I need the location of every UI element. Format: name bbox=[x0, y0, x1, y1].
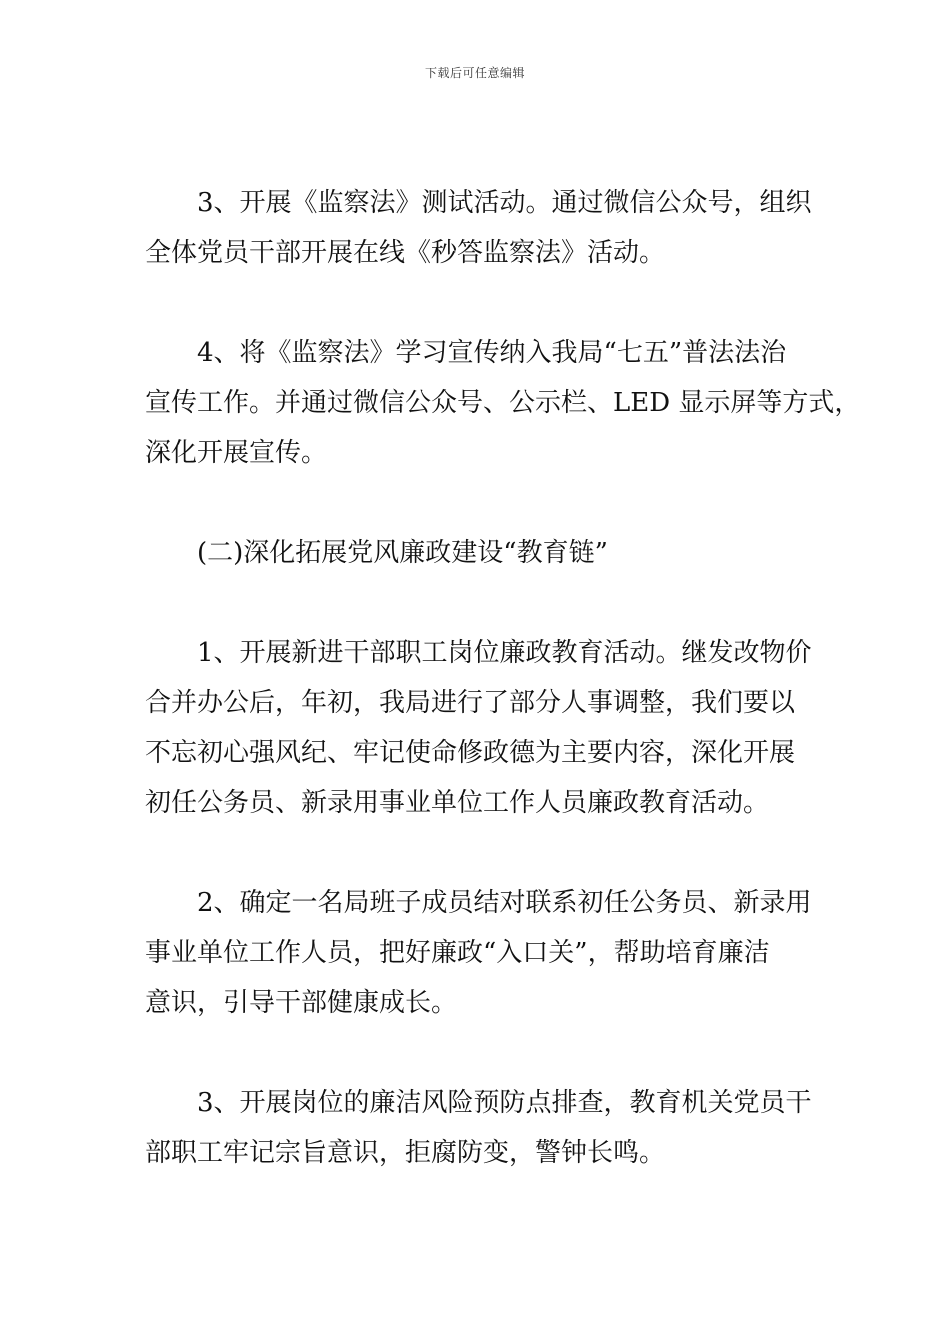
page-header: 下载后可任意编辑 bbox=[424, 66, 525, 80]
paragraph-line: 部职工牢记宗旨意识，拒腐防变，警钟长鸣。 bbox=[145, 1138, 666, 1168]
paragraph-line: (二)深化拓展党风廉政建设“教育链” bbox=[197, 538, 608, 568]
paragraph-line: 深化开展宣传。 bbox=[145, 438, 328, 468]
paragraph-line: 事业单位工作人员，把好廉政“入口关”，帮助培育廉洁 bbox=[145, 938, 770, 968]
paragraph bbox=[145, 878, 835, 1028]
section-heading bbox=[145, 528, 835, 578]
paragraph-line: 宣传工作。并通过微信公众号、公示栏、LED 显示屏等方式， bbox=[145, 388, 861, 418]
paragraph-line: 3、开展《监察法》测试活动。通过微信公众号，组织 bbox=[197, 188, 812, 218]
paragraph-line: 意识，引导干部健康成长。 bbox=[145, 988, 458, 1018]
paragraph bbox=[145, 1078, 835, 1178]
paragraph-line: 3、开展岗位的廉洁风险预防点排查，教育机关党员干 bbox=[197, 1088, 812, 1118]
paragraph-line: 全体党员干部开展在线《秒答监察法》活动。 bbox=[145, 238, 666, 268]
paragraph-line: 2、确定一名局班子成员结对联系初任公务员、新录用 bbox=[197, 888, 812, 918]
paragraph-line: 初任公务员、新录用事业单位工作人员廉政教育活动。 bbox=[145, 788, 770, 818]
paragraph-line: 4、将《监察法》学习宣传纳入我局“七五”普法法治 bbox=[197, 338, 787, 368]
paragraph-line: 1、开展新进干部职工岗位廉政教育活动。继发改物价 bbox=[197, 638, 812, 668]
paragraph bbox=[145, 178, 835, 278]
paragraph-line: 不忘初心强风纪、牢记使命修政德为主要内容，深化开展 bbox=[145, 738, 796, 768]
document-body bbox=[145, 178, 861, 1228]
paragraph bbox=[145, 628, 835, 828]
paragraph-line: 合并办公后，年初，我局进行了部分人事调整，我们要以 bbox=[145, 688, 796, 718]
paragraph bbox=[145, 328, 861, 478]
